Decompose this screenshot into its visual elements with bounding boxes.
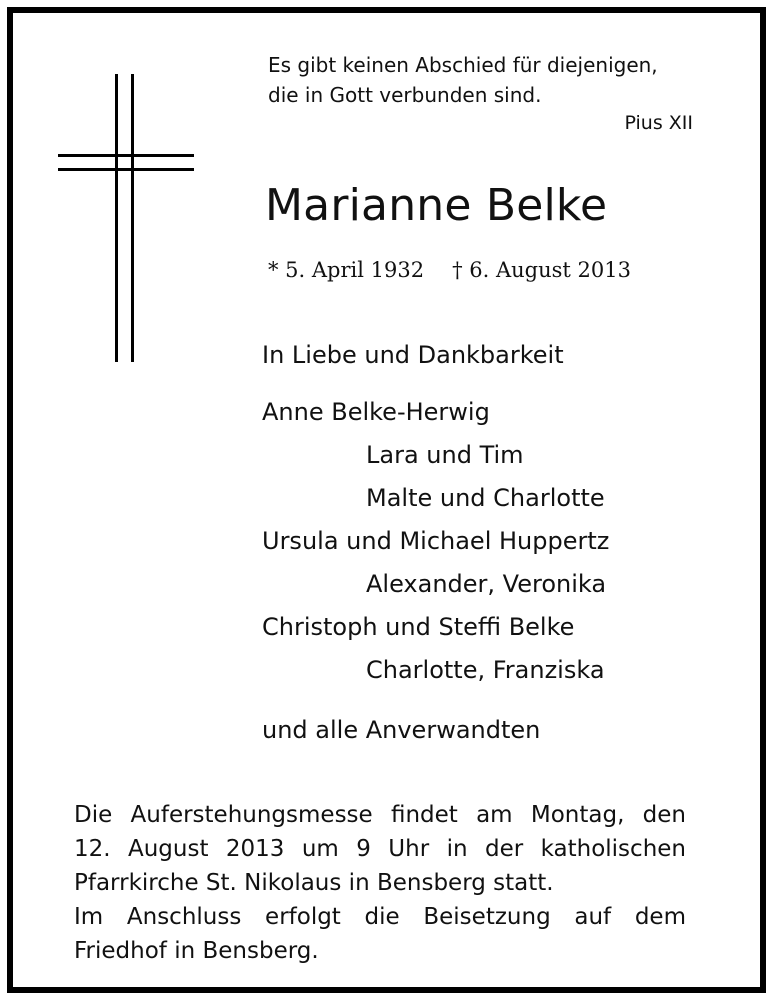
mourner-entry: Charlotte, Franziska	[366, 656, 605, 684]
service-line: Friedhof in Bensberg.	[74, 938, 319, 964]
quote	[268, 50, 658, 110]
service-announcement	[74, 798, 686, 968]
service-line: Pfarrkirche St. Nikolaus in Bensberg statt.	[74, 870, 554, 896]
mourner-entry: Alexander, Veronika	[366, 570, 607, 598]
life-dates	[268, 258, 631, 282]
quote-line: Es gibt keinen Abschied für diejenigen,	[268, 53, 658, 77]
mourner-entry: Lara und Tim	[366, 441, 524, 469]
death-date: † 6. August 2013	[452, 258, 631, 282]
mourners-intro: In Liebe und Dankbarkeit	[262, 341, 564, 369]
mourner-entry: Anne Belke-Herwig	[262, 398, 490, 426]
service-line: 12. August 2013 um 9 Uhr in der katholischen	[74, 836, 686, 862]
mourner-entry: Malte und Charlotte	[366, 484, 605, 512]
mourner-entry: Ursula und Michael Huppertz	[262, 527, 610, 555]
quote-author: Pius XII	[624, 112, 693, 134]
mourners-outro: und alle Anverwandten	[262, 716, 541, 744]
birth-date: * 5. April 1932	[268, 258, 425, 282]
cross-icon	[58, 74, 194, 362]
service-line: Im Anschluss erfolgt die Beisetzung auf dem	[74, 904, 686, 930]
quote-line: die in Gott verbunden sind.	[268, 83, 542, 107]
mourner-entry: Christoph und Steffi Belke	[262, 613, 575, 641]
deceased-name: Marianne Belke	[265, 180, 608, 231]
service-line: Die Auferstehungsmesse findet am Montag, den	[74, 802, 686, 828]
